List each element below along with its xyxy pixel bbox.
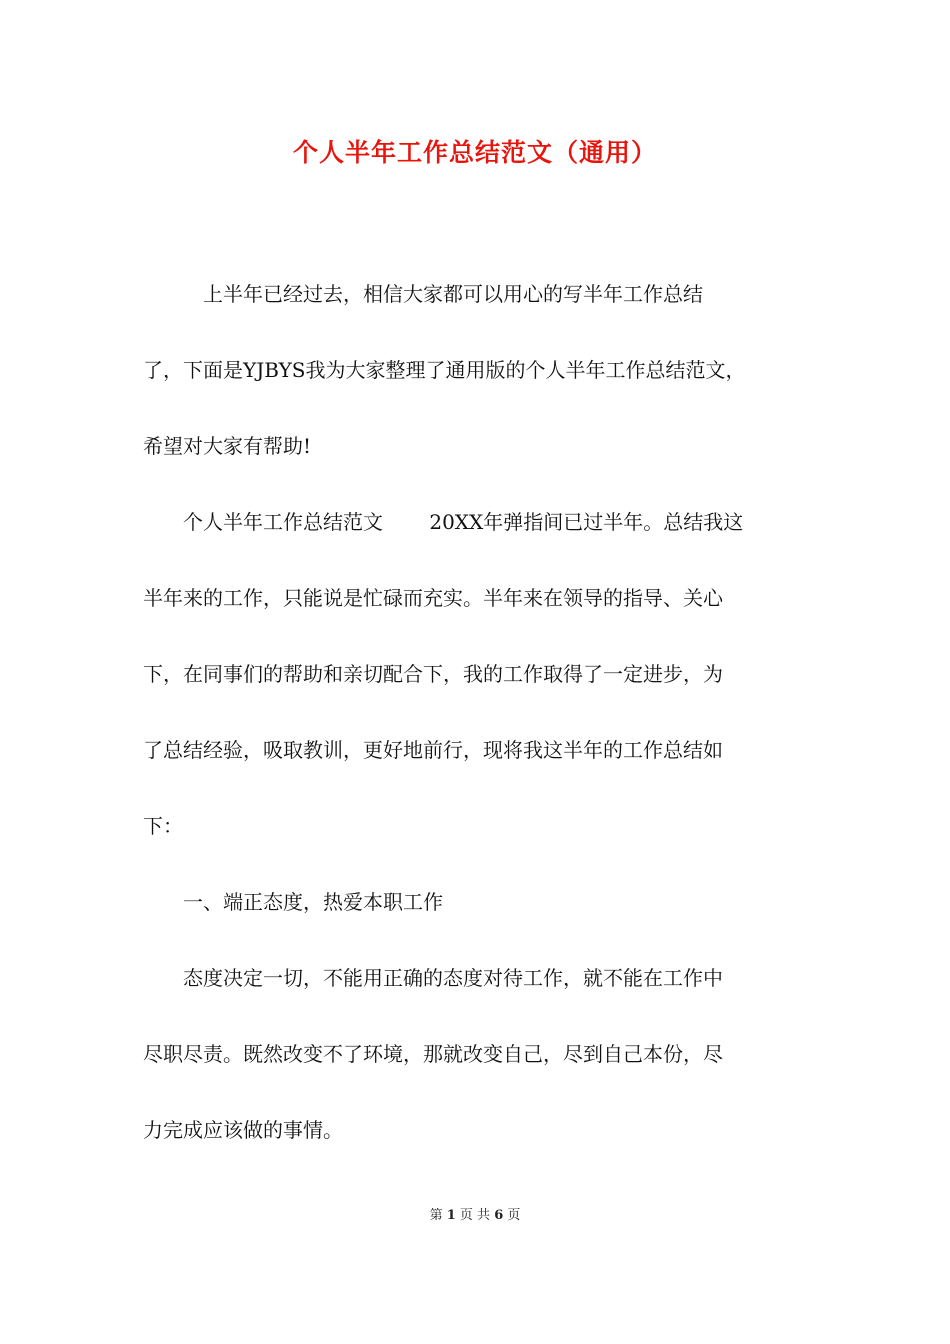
- page-footer: [0, 1206, 950, 1226]
- body-line: 了，下面是YJBYS我为大家整理了通用版的个人半年工作总结范文，: [143, 358, 746, 382]
- body-line: 下，在同事们的帮助和亲切配合下，我的工作取得了一定进步，为: [143, 662, 723, 686]
- body-line: 态度决定一切，不能用正确的态度对待工作，就不能在工作中: [143, 966, 723, 990]
- body-line: 尽职尽责。既然改变不了环境，那就改变自己，尽到自己本份，尽: [143, 1042, 723, 1066]
- body-line: 力完成应该做的事情。: [143, 1118, 343, 1142]
- body-line: 个人半年工作总结范文 20XX年弹指间已过半年。总结我这: [143, 510, 744, 534]
- body-line: 了总结经验，吸取教训，更好地前行，现将我这半年的工作总结如: [143, 738, 723, 762]
- body-line: 半年来的工作，只能说是忙碌而充实。半年来在领导的指导、关心: [143, 586, 723, 610]
- body-line: 上半年已经过去，相信大家都可以用心的写半年工作总结: [143, 282, 703, 306]
- current-page-number: 1: [446, 1208, 456, 1223]
- body-line: 希望对大家有帮助!: [143, 434, 312, 458]
- footer-prefix: 第: [429, 1208, 443, 1223]
- body-line: 下：: [143, 814, 183, 838]
- footer-suffix: 页: [507, 1208, 521, 1223]
- total-page-number: 6: [494, 1208, 504, 1223]
- body-line: 一、端正态度，热爱本职工作: [143, 890, 443, 914]
- document-body: [143, 256, 813, 1168]
- footer-middle: 页 共: [459, 1208, 491, 1223]
- document-title: 个人半年工作总结范文（通用）: [292, 138, 657, 167]
